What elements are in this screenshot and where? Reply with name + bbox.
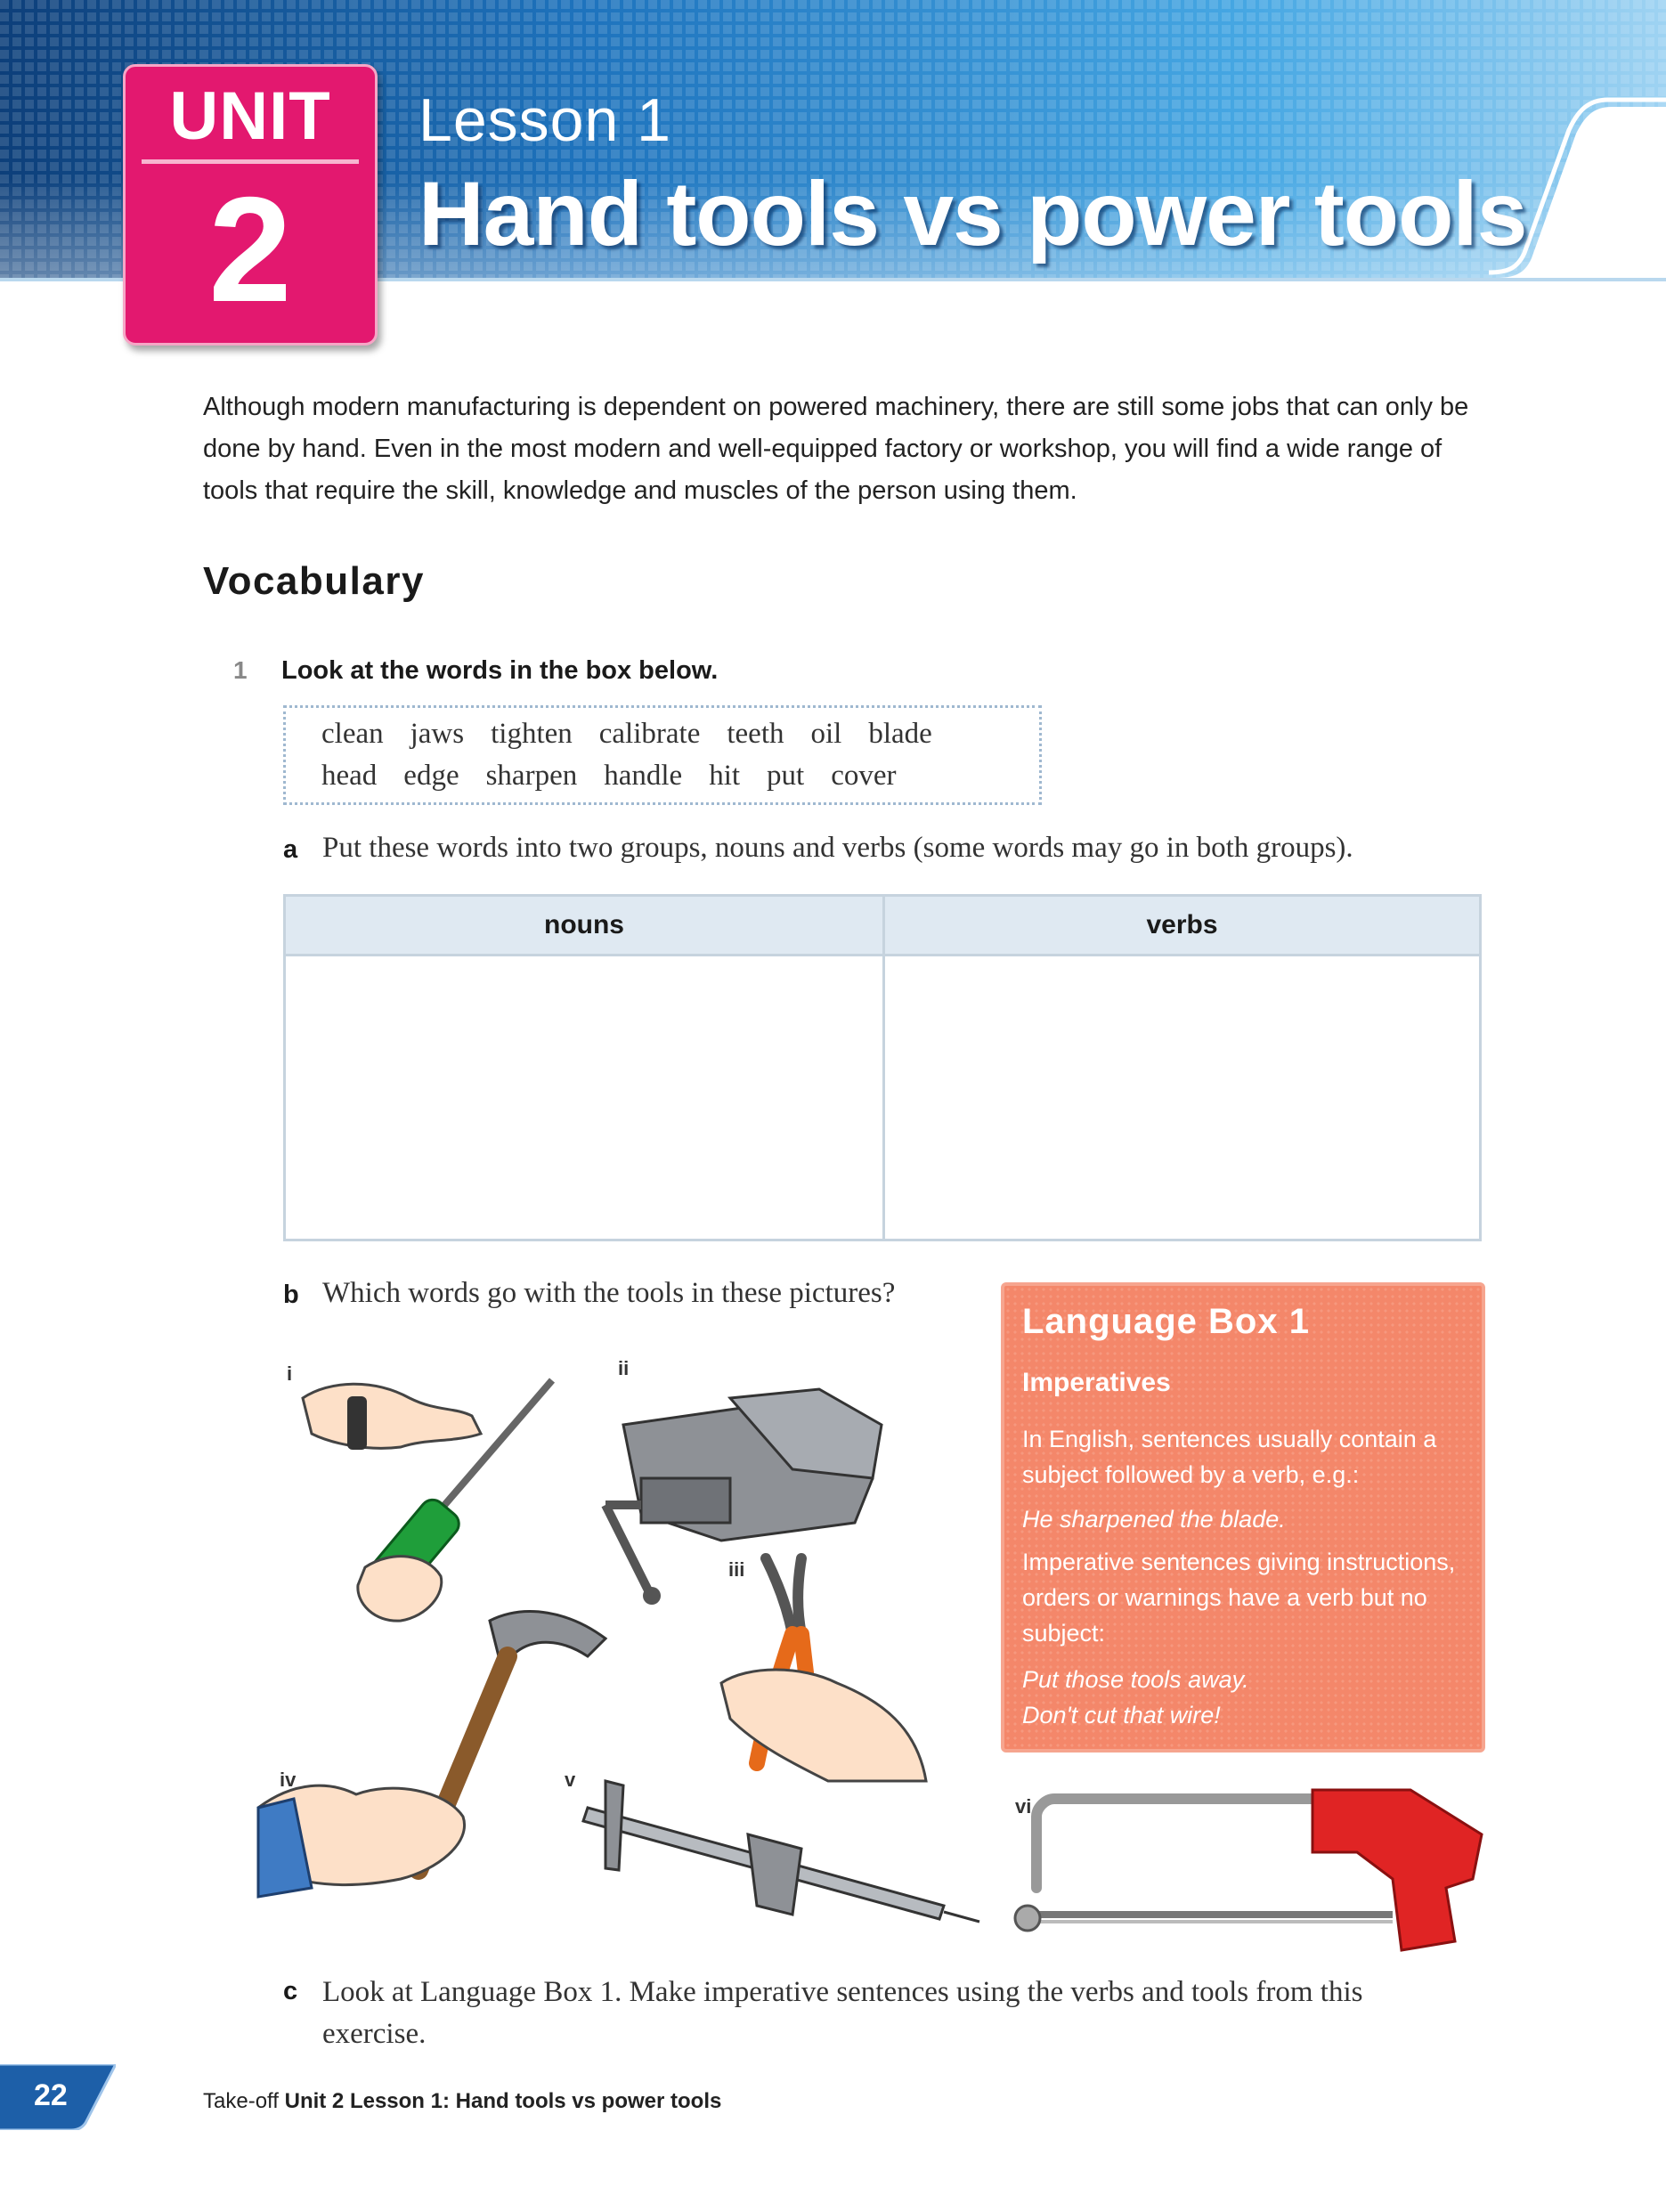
language-box-example: He sharpened the blade. [1022,1506,1286,1533]
picture-label-v: v [565,1769,576,1791]
unit-number: 2 [208,166,292,333]
part-c-text: Look at Language Box 1. Make imperative sentences using the verbs and tools from this exercise. [322,1976,1363,2050]
hacksaw-illustration [1001,1781,1499,1977]
part-b-text: Which words go with the tools in these pictures? [322,1277,896,1309]
language-box [1001,1282,1485,1753]
lesson-title: Hand tools vs power tools [419,163,1527,264]
nouns-cell[interactable] [286,956,885,1239]
language-box-text: Imperative sentences giving instructions, orders or warnings have a verb but no subject: [1022,1549,1456,1647]
unit-badge [123,64,378,346]
footer-text [203,2089,721,2114]
word: handle [604,760,683,792]
question-text: Look at the words in the box below. [281,656,719,685]
word: cover [831,760,897,792]
language-box-title: Language Box 1 [1022,1302,1310,1341]
word: calibrate [598,718,701,750]
part-c-letter: c [283,1977,298,2005]
verbs-header: verbs [885,897,1479,956]
vocabulary-heading: Vocabulary [203,559,425,603]
word: edge [403,760,459,792]
word: oil [810,718,842,750]
word: clean [321,718,384,750]
word: hit [709,760,741,792]
language-box-text: In English, sentences usually contain a subject followed by a verb, e.g.: [1022,1426,1437,1488]
part-a-letter: a [283,835,298,864]
word-box [283,705,1042,805]
question-number: 1 [233,656,248,684]
picture-label-ii: ii [618,1357,630,1379]
intro-paragraph: Although modern manufacturing is dependent on powered machinery, there are still some jobs that can only be done by hand. Even in the most modern and well-equipped factory or workshop, you will find a wide range of tools that require the skill, knowledge and muscles of the person using them. [203,393,1469,505]
footer-unit-lesson: Unit 2 Lesson 1: Hand tools vs power tools [284,2089,722,2113]
lesson-label: Lesson 1 [419,86,671,154]
word: teeth [727,718,784,750]
unit-divider [142,159,359,164]
word: sharpen [485,760,578,792]
pliers-illustration [703,1549,935,1790]
picture-label-iv: iv [280,1769,297,1791]
picture-label-iii: iii [728,1558,745,1581]
picture-label-i: i [287,1362,293,1385]
nouns-verbs-table [283,894,1482,1241]
footer-book: Take-off [203,2089,279,2113]
word: tighten [491,718,573,750]
nouns-header: nouns [286,897,885,956]
word-row-2 [321,755,1039,797]
verbs-cell[interactable] [885,956,1479,1239]
part-b-letter: b [283,1281,299,1309]
page-number: 22 [34,2078,68,2112]
part-a-text: Put these words into two groups, nouns and verbs (some words may go in both groups). [322,832,1353,864]
language-box-example: Don't cut that wire! [1022,1702,1221,1728]
word: head [321,760,378,792]
word: blade [868,718,932,750]
unit-label: UNIT [169,78,331,154]
picture-label-vi: vi [1015,1795,1032,1818]
word-row-1 [321,713,1039,755]
word: jaws [410,718,465,750]
vernier-caliper-illustration [570,1772,979,1941]
word: put [767,760,805,792]
screwdriver-illustration [294,1362,579,1630]
language-box-example: Put those tools away. [1022,1666,1249,1693]
language-box-subtitle: Imperatives [1022,1368,1171,1397]
